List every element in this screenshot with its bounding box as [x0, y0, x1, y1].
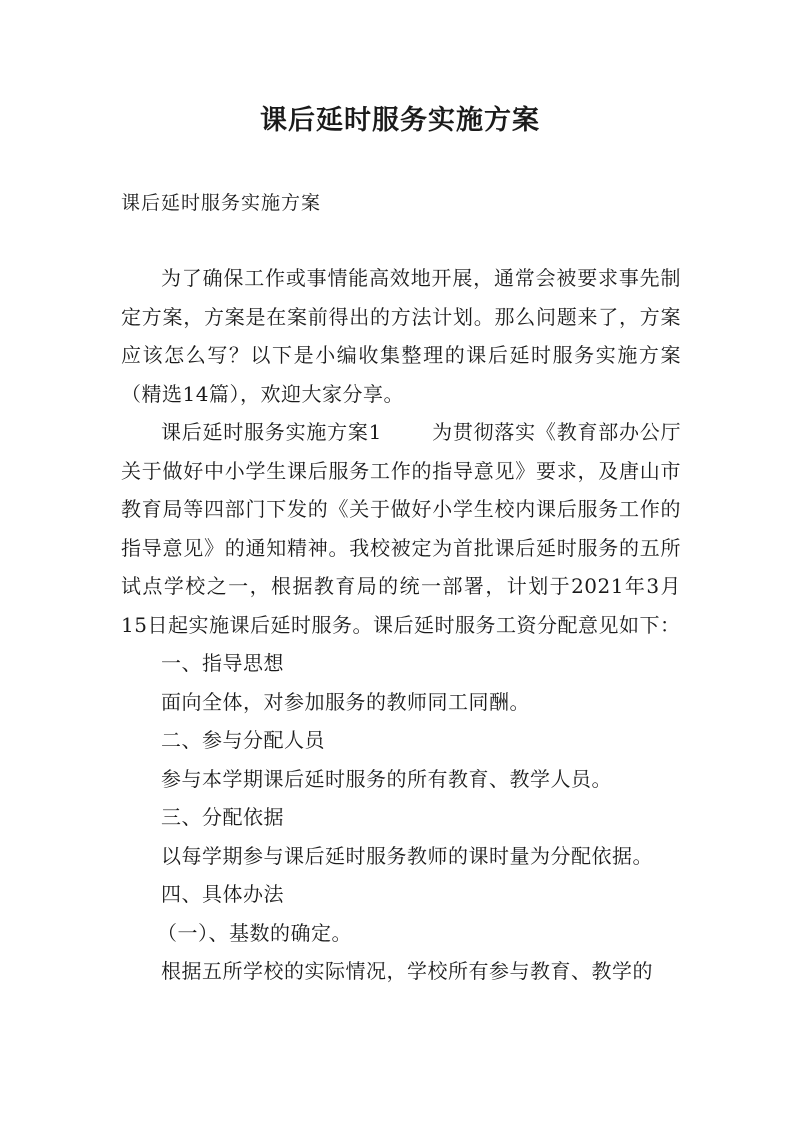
guiding-thought-text: 面向全体，对参加服务的教师同工同酬。 — [161, 689, 530, 714]
document-title: 课后延时服务实施方案 — [260, 105, 540, 136]
intro-paragraph: 为了确保工作或事情能高效地开展，通常会被要求事先制定方案，方案是在案前得出的方法计划。那么问题来了，方案应该怎么写？以下是小编收集整理的课后延时服务实施方案（精选14篇），欢迎大家分享。 — [121, 266, 681, 406]
heading-methods: 四、具体办法 — [161, 882, 284, 906]
section-1-heading: 课后延时服务实施方案1 — [161, 420, 382, 444]
heading-guiding-thought: 一、指导思想 — [161, 651, 284, 675]
section-1-paragraph — [121, 413, 681, 644]
participants-text: 参与本学期课后延时服务的所有教育、教学人员。 — [161, 766, 612, 791]
basis-text: 以每学期参与课后延时服务教师的课时量为分配依据。 — [161, 843, 653, 868]
sub-heading-base: （一）、基数的确定。 — [157, 920, 352, 945]
document-body — [121, 259, 681, 991]
section-1-text: 为贯彻落实《教育部办公厅关于做好中小学生课后服务工作的指导意见》要求，及唐山市教育局等四部门下发的《关于做好小学生校内课后服务工作的指导意见》的通知精神。我校被定为首批课后延时服务的五所试点学校之一，根据教育局的统一部署，计划于2021年3月15日起实施课后延时服务。课后延时服务工资分配意见如下： — [121, 420, 682, 637]
heading-participants: 二、参与分配人员 — [161, 728, 325, 752]
heading-basis: 三、分配依据 — [161, 805, 284, 829]
base-text: 根据五所学校的实际情况，学校所有参与教育、教学的 — [161, 959, 653, 983]
document-subtitle: 课后延时服务实施方案 — [121, 192, 322, 214]
